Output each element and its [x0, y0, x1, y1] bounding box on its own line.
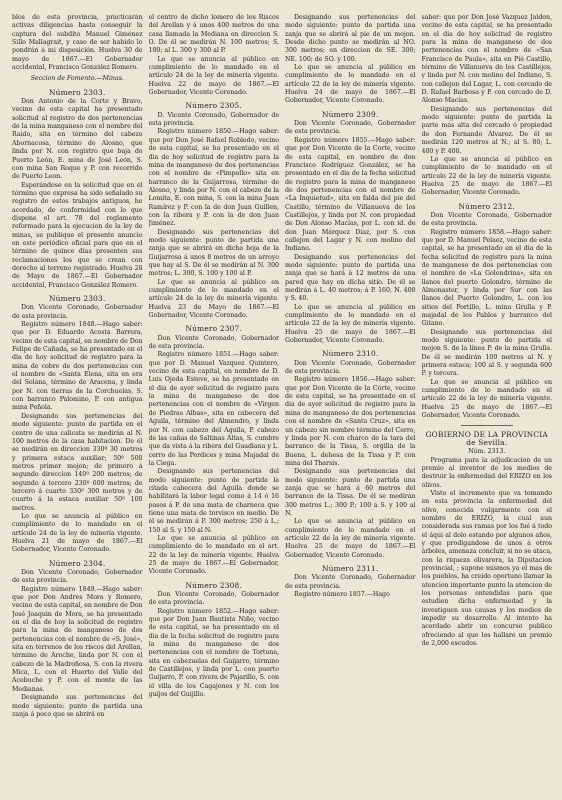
paragraph: Esperándose en la solicitud que en el término que expresa ha sido señalado su registro de estos trabajos antiguos, he acordado, de conformidad con lo que dispone el art. 78 del reglamento reformado para la ejecucion de la ley de minas, se publique el presente anuncio en este periódico oficial para que en el término de quince días presenten sus reclamaciones los que se crean con derecho al terreno registrado. Huelva 28 de Mayo de 1867.—El Gobernador accidental, Francisco González Romero. [12, 181, 143, 289]
paragraph: D. Vicente Coronado, Gobernador de esta provincia. [148, 111, 279, 128]
paragraph: Don Vicente Coronado, Gobernador de esta provincia. [285, 359, 416, 376]
paragraph: Registro número 1850.—Hago saber: que por Don José Rafael Robledo, vecino de esta capital, se ha presentado en el dia de hoy solicitud de registro para la mina de manganeso de dos pertenencias con el nombre de «Pimpollo» sita en barranco de la Guijarrosa, término de Alosno, y linda por N. con el cabezo de la Lomita, E. con mina, S. con la mina Juan Ramírez y P. con la de don Juan Guillen, con la ribera y P. con la de don Juan Jiménez. [148, 128, 279, 228]
paragraph: Don Vicente Coronado, Gobernador de esta provincia. [12, 569, 143, 585]
text-columns [12, 14, 552, 792]
notice-number-heading: Número 2305. [185, 101, 242, 111]
paragraph: Registro número 1856.—Hago saber: que por Don Vicente de la Córte, vecino de esta capital, se ha presentado en el dia de ayer solicitud de registro para la mina de manganeso de dos pertenencias con el nombre de «Santa Cruz», sita en un cabezo sin nombre término del Cerro, y linda por N. con charco de la tara del barranco de la Tissa, S. orgilla de la Buena, L. dehesa de la Tissa y P. con mina del Tharsis. [285, 376, 416, 467]
paragraph: Designando sus pertenencias del modo siguiente: punto de partida una zanja que se abrirá al pie de un mojon. Desde dicho punto se medirán al NO. 300 metros; en direccion de SE. 300; NE. 100; de SO. y 100. [285, 14, 416, 63]
paragraph: Designando sus pertenencias del modo siguiente: punto de partida una zanja á poco que se abrirá en [12, 694, 143, 718]
section-divider [461, 425, 513, 426]
notice-number-heading: Número 2310. [322, 349, 379, 359]
paragraph: Don Vicente Coronado, Gobernador de esta provincia. [421, 211, 552, 228]
paragraph: Designando sus pertenencias del modo siguiente: punto de partida la citada cabecera del Aguila donde se habilitará la labor legal como á 14 ó 16 pasos á P. de una mata de charneca que tiene una mata de torvisco en medio. De él se medirán á P. 300 metros; 250 á L.; 150 al S. y 150 al N. [148, 468, 279, 534]
paragraph: Designando sus pertenencias del modo siguiente: punto de partida una zanja que se abrirá en dicha hoja de la Guijarrosa á unos 8 metros de un arroyo que hay al S. De él se medirán al N. 300 metros; L. 300, S. 100 y 100 al P. [148, 228, 279, 278]
paragraph: Designando sus pertenencias del modo siguiente: punto de partida en el centro de una calicata se medirán al N. 100 metros de la casa habitacion. De él se medirán en direccion 330º 30 metros y primera estaca auxiliar; 50º 500 metros primer mojon; de primero á segundo direccion 140º 200 metros; de segundo á tercero 230º 600 metros; de tercero á cuarto 330º 300 metros y de cuarto á la estaca auxiliar 50º 100 metros. [12, 412, 143, 512]
notice-number-heading: Número 2304. [49, 558, 106, 568]
paragraph: Lo que se anuncia al público en cumplimiento de lo mandado en el artículo 22 de la ley de minería vigente. Huelva 25 de mayo de 1867.—El Gobernador, Vicente Coronado. [421, 378, 552, 420]
paragraph: Designando sus pertenencias del modo siguiente: punto de partida la parte más alta del cercado ó propiedad de don Fernando Alvarez. De él se medirán 120 metros al N.; al S. 80; L. 400 y P. 400. [421, 105, 552, 155]
column-4 [422, 14, 553, 792]
paragraph: Registro número 1852.—Hago saber: que por Don Juan Bautista Niño, vecino de esta capital, se ha presentado en el dia de la fecha solicitud de registro para la mina de manganeso de dos pertenencias con el nombre de Tortuna, sita en cabezuelas del Guijarro, término de Castillejos, y linda por L. con puerto Guijarro, P. con rivera de Pajarillo, S. con el villa de los Cagajones y N. con los guijos del Guijillo. [148, 607, 279, 699]
notice-number-heading: GOBIERNO DE LA PROVINCIA de Sevilla. [425, 429, 548, 447]
notice-number-heading: Núm. 2313. [468, 448, 506, 456]
paragraph: Designando sus pertenencias del modo siguiente: punto de partida una zanja que se hará á 12 metros de una pared que hay en dicha sitio. De él se medirán á L. 40 metros; á P. 160, N. 400 y S. 40. [285, 253, 416, 303]
paragraph: Registro número 1851.—Hago saber: que por D. Manuel Vazquez Quintero, vecino de esta capital, en nombre de D. Luis Ojeda Esteve, se ha presentado en el dia de ayer solicitud de registro para la mina de manganeso de dos pertenencias con el nombre de «Virgen de Piedras Albas», sita en cabecera del Aguila, término del Almendro, y linda por N. con cabezo del Aguila, P. cabezo de las cañas de Saltinas Altas, S. cumbre que da vista á la ribera del Guadiana y L. cerro de las Perdices y mina Majadal de la Ciega. [148, 351, 279, 467]
paragraph: Don Vicente Coronado, Gobernador de esta provincia. [285, 120, 416, 136]
paragraph: Don Antonio de la Corte y Bravo, vecino de esta capital ha presentado solicitud al registro de dos pertenencias de la mina manganeso con el nombre del Raido, sita en término del cabezo Abornacosa, término de Alosno, que linda por N. con registro que baja de Puerto León, E. mina de José León, S. con mina San Roque y P. con recorrido de Puerto Leon. [12, 98, 143, 181]
paragraph: Registro número 1857.—Hago [294, 591, 390, 599]
notice-number-heading: Número 2312. [458, 201, 515, 211]
paragraph: el centro de dicho lomero de los Riscos del Arellan y á unos 400 metros de una casa llamada la Mediana en direccion S. O. De él se medirán N. 100 metros; S. 100; al L. 300 y 300 al P. [148, 14, 279, 55]
paragraph: Lo que se anuncia al público en cumplimiento de lo mandado en el art. 22 de la ley de minería vigente. Huelva 25 de mayo de 1867.—El Gobernador, Vicente Coronado. [148, 534, 279, 576]
paragraph: Registro número 1855.—Hago saber: que por Don Vicente de la Corte, vecino de esta capital, en nombre de don Francisco Rodríguez González, se ha presentado en el dia de la fecha solicitud de registro para la mina de manganeso de dos pertenencias con el nombre de «La Inquietud», sita en falda del pie del Castillo, término de Villanueva de los Castillejos, y linda por N. con propiedad de Don Alonso Macías, por L. con id. de don Juan Márquez Diaz, por S. con callejon del Lagar y N. con molino del Indiano. [285, 136, 416, 253]
notice-number-heading: Número 2311. [322, 564, 379, 573]
notice-number-heading: Número 2303. [49, 294, 106, 303]
paragraph: Lo que se anuncia al público en cumplimiento de lo mandado en el artículo 22 de la ley de minería vigente. Huelva 25 de mayo de 1867.—El Gobernador, Vicente Coronado. [285, 303, 416, 345]
paragraph: Don Vicente Coronado, Gobernador de esta provincia. [148, 334, 279, 351]
notice-number-heading: Número 2307. [185, 324, 242, 334]
paragraph: Registro número 1858.—Hago saber: que por D. Manuel Pelaez, vecino de esta capital, se ha presentado en el dia de la fecha solicitud de registro para la mina de manganeso de dos pertenencias con el nombre de «La Golondrina», sita en llanos del puerto Golondro, término de Almonaster, y linda por Sur con las llanos del Puerto Golondro, L. con los sitios del Portillo, L. mina Grulla y P. majadal de los Pablos y barranco del Gitano. [421, 228, 552, 328]
paragraph: Registro número 1849.—Hago saber: que por Don Andres Mora y Romero, vecino de esta capital, en nombre de Don José Joaquin de Mora, se ha presentado en el dia de hoy la solicitud de registro para la mina de manganeso de dos pertenencias con el nombre de «S. José», sita en terrenos de los riscos del Arellan, término de Aroche, linda por N. con el cabezo de la Madroñosa, S. con la rivera Mica, L. con el Huerto del Valle del Acebuche y P. con el monte de las Medianas. [12, 585, 143, 693]
paragraph: Visto el incremento que va tomando en esta provincia la enfermedad del olivo, conocida vulgarmente con el nombre de ERIZO, la cual aun considerada sus ramas por los fué á todo el áqui al dolo estando por algunos años, y que prodigandose de unos á otros árboles, amenaza concluir, si no se ataca, con la riqueza olivarera, la Diputacion provincial, ; supone mismos ya el mas de los pueblos, ha creido oportuno llamar la atencion importante punto la atencion de los personas entendidas para que estudien dicha enfermedad y la investiguen sus causas y los medios de impedir su desarrollo. Al intento ha acordado abrir un concurso publico ofreciendo al que los hallare un premio de 2,000 escudos. [421, 489, 552, 648]
paragraph: Lo que se anuncia al público en cumplimiento de lo mandado en el artículo 22 de la ley de minería vigente. Huelva 25 de mayo de 1867.—El Gobernador, Vicente Coronado. [421, 155, 552, 197]
column-1 [12, 14, 143, 792]
section-heading: Seccion de Fomento.—Minas. [30, 75, 124, 83]
notice-number-heading: Número 2309. [322, 109, 379, 119]
paragraph: Lo que se anuncia al público en cumplimiento de lo mandado en el artículo 24 de la ley de minería vigente. Huelva 23 de Mayo de 1867.—El Gobernador, Vicente Coronado. [148, 278, 279, 320]
paragraph: Lo que se anuncia al público en cumplimiento de lo mandado en el artículo 24 de la ley de minería vigente. Huelva 22 de mayo de 1867.—El Gobernador, Vicente Coronado. [148, 55, 279, 97]
paragraph: saber: que por Don José Vazquez Jaldon, vecino de esta capital, se ha presentado en el dia de hoy solicitud de registro para la mina de manganeso de dos pertenencias con el nombre de «San Francisco de Paula», sita en Piè Castillo, término de Villanueva de los Castillejos, y linda por N. con molino del Indiano, S. con callejon del Lagar, L. con cercado de D. Rafael Barbosa y P. con cercado de D. Alonso Macías. [421, 14, 552, 105]
paragraph: Designando sus pertenencias del modo siguiente: punto de partida una zanja que se hará á 60 metros del barranco de la Tissa. De él se medirán 300 metros L.; 300 P.; 100 á S. y 100 al N. [285, 468, 416, 517]
paragraph: blos de esta provincia, practicarán activas diligencias hasta conseguir la captura del subdito Manuel Giménez Sillo Mallagrait, y caso de ser habido lo pondrán á mi disposición. Huelva 30 de mayo de 1867.—El Gobernador accidental, Francisco González Romero. [12, 14, 143, 72]
notice-number-heading: Número 2308. [185, 580, 242, 590]
paragraph: Registro número 1848.—Hago saber: que por D. Eduardo Acosta Barrera, vecino de esta capital, en nombre de Don Felipe de Cañada, se ha presentado en el dia de hoy solicitud de registro para la mina de cobre de dos pertenencias con el nombre de «Santa Elena, sita en era del Solana, término de Aracena, y linda por N. con tierras de la Corchuelas, S. con barranco Palomino, P. con antigua mina Peñola. [12, 321, 143, 412]
notice-number-heading: Número 2303. [49, 87, 106, 97]
paragraph: Don Vicente Coronado, Gobernador de esta provincia. [148, 591, 279, 607]
paragraph: Lo que se anuncia al público en cumplimiento de lo mandado en el artículo 22 de la ley de minería vigente. Huelva 24 de mayo de 1867.—El Gobernador, Vicente Coronado. [285, 64, 416, 105]
paragraph: Lo que se anuncia al público en cumplimiento de lo mandado en el artículo 22 de la ley de minería vigente. Huelva 25 de mayo de 1867.—El Gobernador, Vicente Coronado. [285, 518, 416, 559]
column-3 [285, 14, 416, 792]
column-2 [149, 14, 280, 792]
paragraph: Programa para la adjudicacion de un premio al inventor de los medios de destruir la enfermedad del ERIZO en los olivos. [421, 456, 552, 489]
paragraph: Designando sus pertenencias del modo siguiente: punto de partida el mojon S. de la línea P. de la mina Grulla. De él se medirán 100 metros al N. y primera estaca; 100 al S. y segunda 600 P. y tercera. [421, 328, 552, 378]
paragraph: Don Vicente Coronado, Gobernador de esta provincia. [12, 304, 143, 320]
paragraph: Don Vicente Coronado, Gobernador de esta provincia. [285, 574, 416, 590]
paragraph: Lo que se anuncia al público en cumplimiento de lo mandado en el artículo 24 de la ley de minería vigente. Huelva 21 de mayo de 1867.—El Gobernador, Vicente Coronado. [12, 512, 143, 554]
